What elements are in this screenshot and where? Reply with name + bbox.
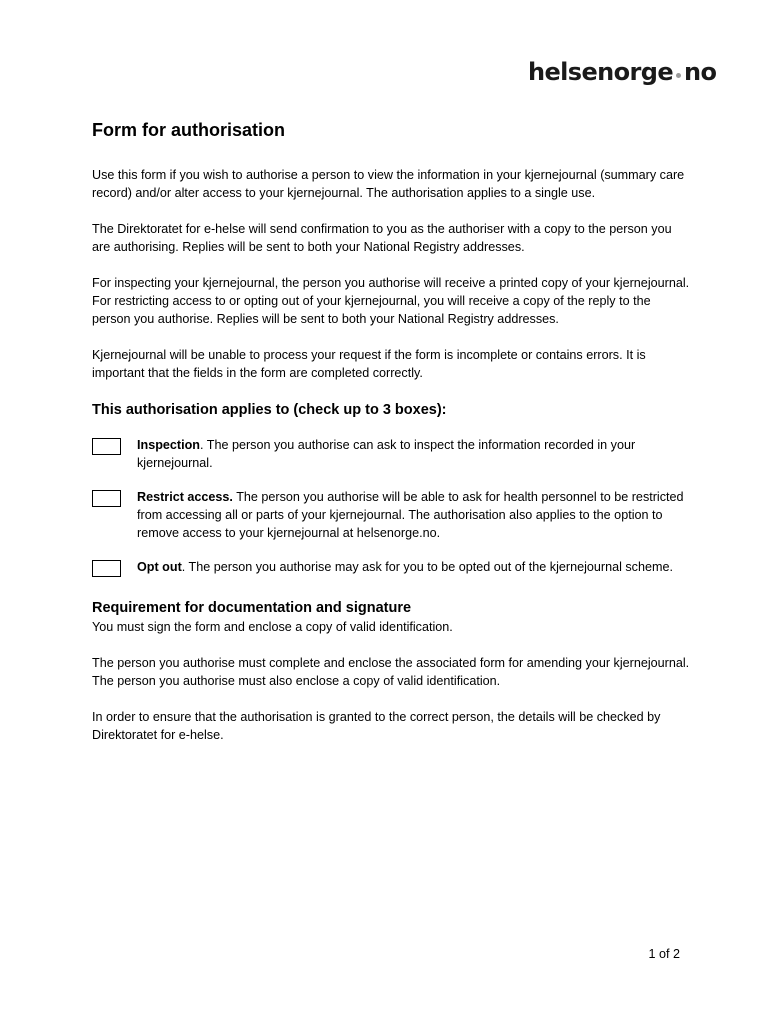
form-content: [92, 118, 692, 762]
requirement-paragraph-1: You must sign the form and enclose a copy of valid identification.: [92, 620, 453, 634]
option-inspection-description: . The person you authorise can ask to inspect the information recorded in your kjernejournal.: [137, 438, 636, 470]
option-restrict-text: [137, 488, 692, 542]
helsenorge-logo: [528, 58, 716, 86]
intro-paragraph-3: For inspecting your kjernejournal, the person you authorise will receive a printed copy of your kjernejournal. For restricting access to or opting out of your kjernejournal, you will receive a copy of the reply to the person you authorise. Replies will be sent to both your National Registry addresses.: [92, 276, 690, 326]
opt-out-checkbox[interactable]: [92, 560, 121, 577]
option-inspection-text: [137, 436, 692, 472]
intro-paragraph-2: The Direktoratet for e-helse will send confirmation to you as the authoriser with a copy to the person you are authorising. Replies will be sent to both your National Registry addresses.: [92, 222, 672, 254]
option-opt-out-text: [137, 558, 692, 576]
requirement-heading: Requirement for documentation and signature: [92, 600, 412, 616]
page-title: Form for authorisation: [92, 120, 285, 140]
option-opt-out-description: . The person you authorise may ask for you to be opted out of the kjernejournal scheme.: [181, 560, 673, 574]
page-number: 1 of 2: [648, 947, 680, 961]
option-opt-out: [92, 558, 692, 576]
logo-dot-icon: [676, 73, 681, 78]
option-inspection-title: Inspection: [137, 438, 200, 452]
restrict-access-checkbox[interactable]: [92, 490, 121, 507]
requirement-paragraph-3: In order to ensure that the authorisation is granted to the correct person, the details will be checked by Direktoratet for e-helse.: [92, 710, 661, 742]
logo-text-main: helsenorge: [528, 58, 674, 86]
option-inspection: [92, 436, 692, 472]
option-restrict-access: [92, 488, 692, 542]
applies-heading: This authorisation applies to (check up to 3 boxes):: [92, 402, 447, 418]
option-restrict-description: The person you authorise will be able to ask for health personnel to be restricted from accessing all or parts of your kjernejournal. The authorisation also applies to the option to remove access to your kjernejournal at helsenorge.no.: [137, 490, 684, 540]
inspection-checkbox[interactable]: [92, 438, 121, 455]
intro-paragraph-4: Kjernejournal will be unable to process your request if the form is incomplete or contains errors. It is important that the fields in the form are completed correctly.: [92, 348, 646, 380]
requirement-paragraph-2: The person you authorise must complete and enclose the associated form for amending your kjernejournal. The person you authorise must also enclose a copy of valid identification.: [92, 656, 690, 688]
option-opt-out-title: Opt out: [137, 560, 182, 574]
intro-paragraph-1: Use this form if you wish to authorise a person to view the information in your kjernejournal (summary care record) and/or alter access to your kjernejournal. The authorisation applies to a single use.: [92, 168, 685, 200]
option-restrict-title: Restrict access.: [137, 490, 233, 504]
logo-text-suffix: no: [684, 58, 717, 86]
